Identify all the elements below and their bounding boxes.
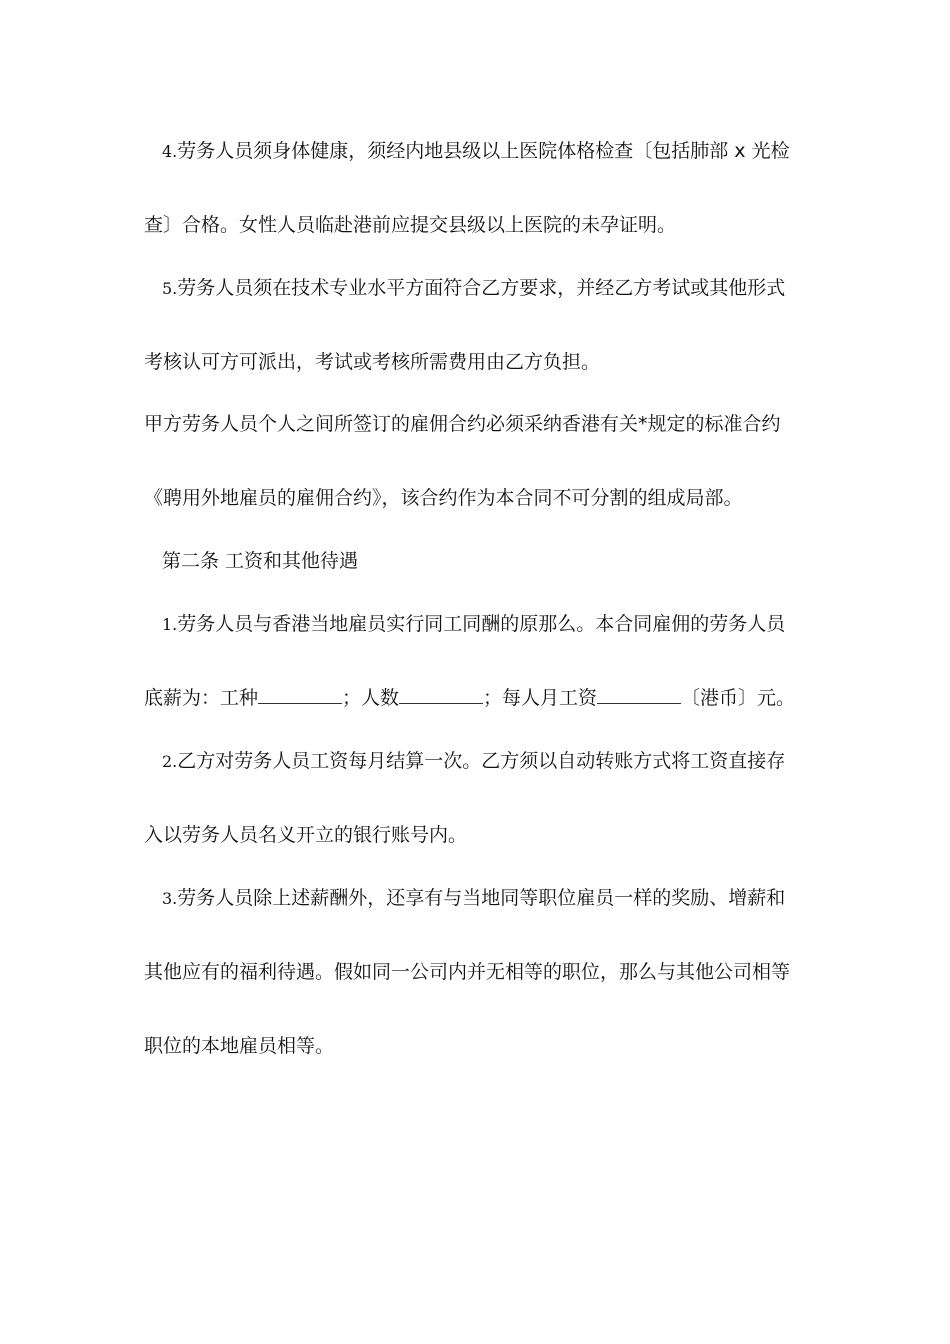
line-text: 劳务人员除上述薪酬外，还享有与当地同等职位雇员一样的奖励、增薪和: [177, 887, 786, 909]
line-text: 入以劳务人员名义开立的银行账号内。: [144, 824, 468, 846]
paragraph-line: [162, 275, 862, 302]
line-text: 甲方劳务人员个人之间所签订的雇佣合约必须采纳香港有关*规定的标准合约: [144, 413, 781, 435]
blank-field-monthly-salary[interactable]: [597, 685, 681, 704]
paragraph-line: [162, 885, 862, 912]
paragraph-line: [162, 138, 862, 165]
paragraph-line: [144, 1033, 844, 1059]
section-heading: [162, 548, 862, 574]
paragraph-line: [162, 611, 862, 638]
item-number: 4.: [162, 142, 178, 161]
paragraph-line: [144, 959, 844, 985]
line-text: ；每人月工资: [483, 687, 598, 709]
paragraph-line: [144, 212, 844, 238]
line-text: 其他应有的福利待遇。假如同一公司内并无相等的职位，那么与其他公司相等: [144, 961, 791, 983]
line-text: 劳务人员须身体健康，须经内地县级以上医院体格检查〔包括肺部 x 光检: [177, 140, 790, 162]
blank-field-job-type[interactable]: [258, 685, 342, 704]
line-text: 底薪为：工种: [144, 687, 259, 709]
line-text: 劳务人员须在技术专业水平方面符合乙方要求，并经乙方考试或其他形式: [177, 277, 786, 299]
paragraph-line: [144, 349, 844, 375]
line-text: ；人数: [342, 687, 400, 709]
line-text: 查〕合格。女性人员临赴港前应提交县级以上医院的未孕证明。: [144, 214, 677, 236]
heading-text: 第二条 工资和其他待遇: [162, 550, 359, 572]
item-number: 5.: [162, 279, 178, 298]
line-text: 《聘用外地雇员的雇佣合约》，该合约作为本合同不可分割的组成局部。: [144, 487, 743, 509]
paragraph-line: [162, 748, 862, 775]
line-text: 劳务人员与香港当地雇员实行同工同酬的原那么。本合同雇佣的劳务人员: [177, 613, 786, 635]
paragraph-line: [144, 411, 844, 437]
line-text: 考核认可方可派出，考试或考核所需费用由乙方负担。: [144, 351, 601, 373]
item-number: 1.: [162, 615, 178, 634]
line-text: 乙方对劳务人员工资每月结算一次。乙方须以自动转账方式将工资直接存: [177, 750, 786, 772]
paragraph-line: [144, 822, 844, 848]
item-number: 2.: [162, 752, 178, 771]
line-text: 〔港币〕元。: [681, 687, 796, 709]
line-text: 职位的本地雇员相等。: [144, 1035, 335, 1057]
paragraph-line: [144, 485, 844, 511]
blank-field-headcount[interactable]: [399, 685, 483, 704]
salary-line: [144, 685, 844, 711]
item-number: 3.: [162, 889, 178, 908]
